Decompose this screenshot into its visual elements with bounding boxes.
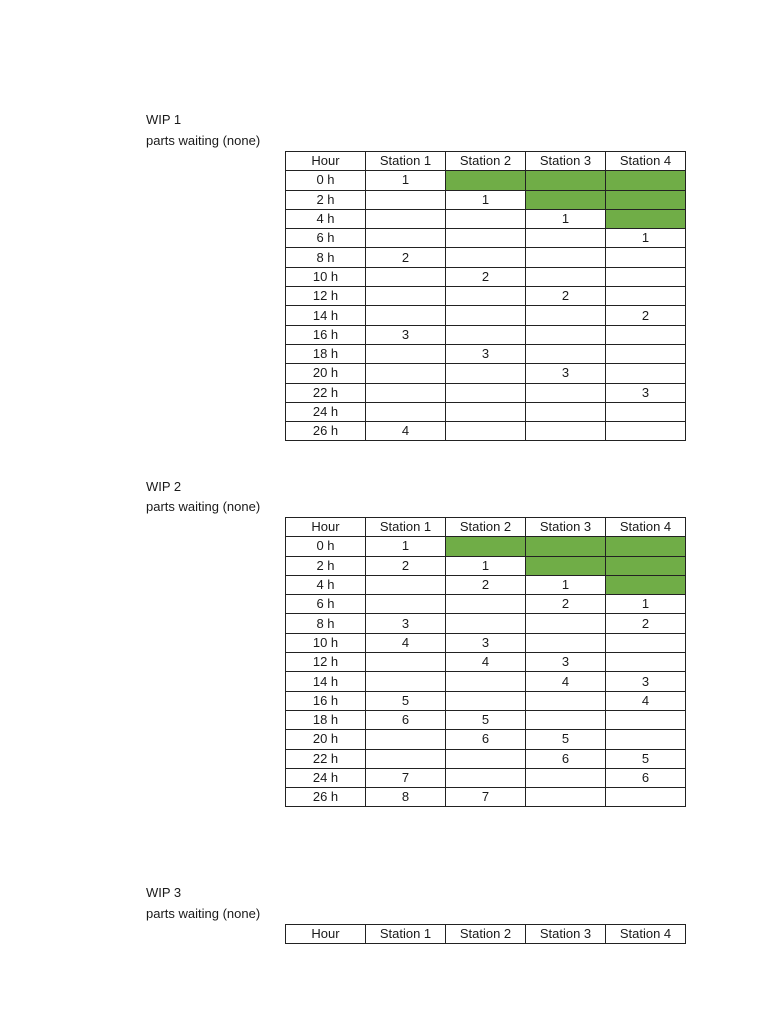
station-cell: [366, 209, 446, 228]
station-cell: [446, 595, 526, 614]
station-cell: [526, 691, 606, 710]
hour-cell: 16 h: [286, 691, 366, 710]
hour-cell: 18 h: [286, 710, 366, 729]
station-cell: 3: [526, 653, 606, 672]
station-cell: 4: [366, 422, 446, 441]
station-cell: 7: [366, 768, 446, 787]
hour-cell: 10 h: [286, 633, 366, 652]
station-cell: [606, 402, 686, 421]
station-cell: [606, 364, 686, 383]
station-cell: [366, 595, 446, 614]
hour-cell: 24 h: [286, 402, 366, 421]
column-header: Hour: [286, 925, 366, 944]
station-cell: 2: [366, 248, 446, 267]
station-cell: [526, 556, 606, 575]
station-cell: [526, 267, 606, 286]
station-cell: [526, 788, 606, 807]
station-cell: 6: [446, 730, 526, 749]
column-header: Station 4: [606, 518, 686, 537]
station-cell: 2: [446, 575, 526, 594]
station-cell: [526, 190, 606, 209]
station-cell: [446, 691, 526, 710]
hour-cell: 6 h: [286, 595, 366, 614]
station-cell: [366, 229, 446, 248]
hour-cell: 10 h: [286, 267, 366, 286]
station-cell: [446, 248, 526, 267]
hour-cell: 12 h: [286, 287, 366, 306]
hour-cell: 4 h: [286, 209, 366, 228]
station-cell: [526, 325, 606, 344]
station-cell: [526, 614, 606, 633]
hour-cell: 2 h: [286, 190, 366, 209]
station-cell: 4: [606, 691, 686, 710]
station-cell: [606, 556, 686, 575]
station-cell: 2: [606, 306, 686, 325]
station-cell: 2: [526, 595, 606, 614]
station-cell: 3: [446, 633, 526, 652]
station-cell: [446, 306, 526, 325]
station-cell: [526, 422, 606, 441]
station-cell: [606, 575, 686, 594]
station-cell: 1: [446, 556, 526, 575]
hour-cell: 14 h: [286, 306, 366, 325]
table-row: [286, 575, 686, 594]
station-cell: [446, 422, 526, 441]
table-row: [286, 768, 686, 787]
table-row: [286, 749, 686, 768]
table-row: [286, 267, 686, 286]
wip-3-table: [285, 924, 686, 944]
station-cell: [446, 209, 526, 228]
station-cell: [606, 422, 686, 441]
table-row: [286, 537, 686, 556]
station-cell: [366, 672, 446, 691]
table-row: [286, 325, 686, 344]
station-cell: 2: [606, 614, 686, 633]
hour-cell: 26 h: [286, 422, 366, 441]
hour-cell: 22 h: [286, 749, 366, 768]
station-cell: [366, 364, 446, 383]
station-cell: [366, 306, 446, 325]
table-header-row: [286, 152, 686, 171]
hour-cell: 8 h: [286, 248, 366, 267]
hour-cell: 20 h: [286, 730, 366, 749]
table-row: [286, 730, 686, 749]
hour-cell: 0 h: [286, 171, 366, 190]
table-row: [286, 248, 686, 267]
station-cell: [366, 575, 446, 594]
station-cell: 5: [366, 691, 446, 710]
table-header-row: [286, 518, 686, 537]
section-subtitle: parts waiting (none): [146, 499, 261, 514]
station-cell: [446, 749, 526, 768]
station-cell: 1: [526, 575, 606, 594]
station-cell: 2: [526, 287, 606, 306]
station-cell: [366, 287, 446, 306]
hour-cell: 4 h: [286, 575, 366, 594]
station-cell: 6: [366, 710, 446, 729]
station-cell: 1: [606, 595, 686, 614]
station-cell: [366, 344, 446, 363]
column-header: Station 2: [446, 925, 526, 944]
station-cell: [526, 633, 606, 652]
column-header: Station 3: [526, 925, 606, 944]
table-row: [286, 614, 686, 633]
station-cell: 6: [526, 749, 606, 768]
station-cell: [526, 248, 606, 267]
station-cell: [606, 190, 686, 209]
table-row: [286, 171, 686, 190]
table-row: [286, 344, 686, 363]
hour-cell: 6 h: [286, 229, 366, 248]
station-cell: [606, 248, 686, 267]
station-cell: [606, 633, 686, 652]
station-cell: [606, 287, 686, 306]
station-cell: 1: [526, 209, 606, 228]
station-cell: 8: [366, 788, 446, 807]
table-row: [286, 710, 686, 729]
station-cell: 4: [526, 672, 606, 691]
column-header: Station 1: [366, 518, 446, 537]
station-cell: [526, 537, 606, 556]
station-cell: [366, 383, 446, 402]
table-row: [286, 364, 686, 383]
station-cell: [606, 209, 686, 228]
station-cell: 7: [446, 788, 526, 807]
station-cell: 2: [446, 267, 526, 286]
station-cell: [606, 730, 686, 749]
column-header: Station 1: [366, 152, 446, 171]
hour-cell: 20 h: [286, 364, 366, 383]
station-cell: [446, 768, 526, 787]
column-header: Hour: [286, 518, 366, 537]
station-cell: [366, 190, 446, 209]
table-header-row: [286, 925, 686, 944]
table-row: [286, 383, 686, 402]
station-cell: [526, 306, 606, 325]
station-cell: [446, 614, 526, 633]
section-subtitle: parts waiting (none): [146, 906, 261, 921]
hour-cell: 24 h: [286, 768, 366, 787]
section-title: WIP 2: [146, 479, 182, 494]
station-cell: [446, 325, 526, 344]
station-cell: [606, 788, 686, 807]
wip-2-table: [285, 517, 686, 807]
hour-cell: 22 h: [286, 383, 366, 402]
station-cell: [526, 768, 606, 787]
station-cell: [606, 710, 686, 729]
station-cell: [526, 710, 606, 729]
station-cell: [446, 229, 526, 248]
station-cell: 6: [606, 768, 686, 787]
station-cell: 5: [446, 710, 526, 729]
hour-cell: 2 h: [286, 556, 366, 575]
table-row: [286, 402, 686, 421]
station-cell: 4: [446, 653, 526, 672]
column-header: Station 1: [366, 925, 446, 944]
station-cell: [366, 402, 446, 421]
station-cell: 1: [366, 537, 446, 556]
station-cell: 4: [366, 633, 446, 652]
column-header: Station 3: [526, 152, 606, 171]
table-row: [286, 190, 686, 209]
station-cell: 1: [606, 229, 686, 248]
table-row: [286, 556, 686, 575]
station-cell: 5: [526, 730, 606, 749]
station-cell: [366, 653, 446, 672]
station-cell: [446, 537, 526, 556]
station-cell: [446, 171, 526, 190]
hour-cell: 8 h: [286, 614, 366, 633]
station-cell: [526, 344, 606, 363]
station-cell: [526, 171, 606, 190]
station-cell: 1: [446, 190, 526, 209]
section-subtitle: parts waiting (none): [146, 133, 261, 148]
table-row: [286, 691, 686, 710]
table-row: [286, 653, 686, 672]
station-cell: [526, 229, 606, 248]
station-cell: 1: [366, 171, 446, 190]
hour-cell: 26 h: [286, 788, 366, 807]
table-row: [286, 633, 686, 652]
station-cell: [606, 325, 686, 344]
station-cell: [446, 383, 526, 402]
column-header: Station 2: [446, 152, 526, 171]
column-header: Hour: [286, 152, 366, 171]
station-cell: 5: [606, 749, 686, 768]
station-cell: 3: [606, 383, 686, 402]
station-cell: [446, 672, 526, 691]
hour-cell: 18 h: [286, 344, 366, 363]
hour-cell: 12 h: [286, 653, 366, 672]
column-header: Station 4: [606, 152, 686, 171]
station-cell: 3: [526, 364, 606, 383]
station-cell: [366, 267, 446, 286]
station-cell: [366, 730, 446, 749]
column-header: Station 4: [606, 925, 686, 944]
hour-cell: 0 h: [286, 537, 366, 556]
table-row: [286, 788, 686, 807]
station-cell: [366, 749, 446, 768]
station-cell: [446, 364, 526, 383]
table-row: [286, 209, 686, 228]
station-cell: [606, 344, 686, 363]
station-cell: [446, 287, 526, 306]
station-cell: [526, 402, 606, 421]
station-cell: 3: [606, 672, 686, 691]
table-row: [286, 287, 686, 306]
station-cell: [606, 171, 686, 190]
station-cell: [606, 653, 686, 672]
section-title: WIP 1: [146, 112, 182, 127]
table-row: [286, 422, 686, 441]
station-cell: [446, 402, 526, 421]
column-header: Station 3: [526, 518, 606, 537]
section-title: WIP 3: [146, 885, 182, 900]
table-row: [286, 595, 686, 614]
station-cell: 2: [366, 556, 446, 575]
station-cell: 3: [366, 614, 446, 633]
station-cell: [606, 267, 686, 286]
station-cell: 3: [446, 344, 526, 363]
column-header: Station 2: [446, 518, 526, 537]
station-cell: 3: [366, 325, 446, 344]
hour-cell: 16 h: [286, 325, 366, 344]
wip-1-table: [285, 151, 686, 441]
table-row: [286, 306, 686, 325]
table-row: [286, 229, 686, 248]
hour-cell: 14 h: [286, 672, 366, 691]
station-cell: [606, 537, 686, 556]
station-cell: [526, 383, 606, 402]
table-row: [286, 672, 686, 691]
